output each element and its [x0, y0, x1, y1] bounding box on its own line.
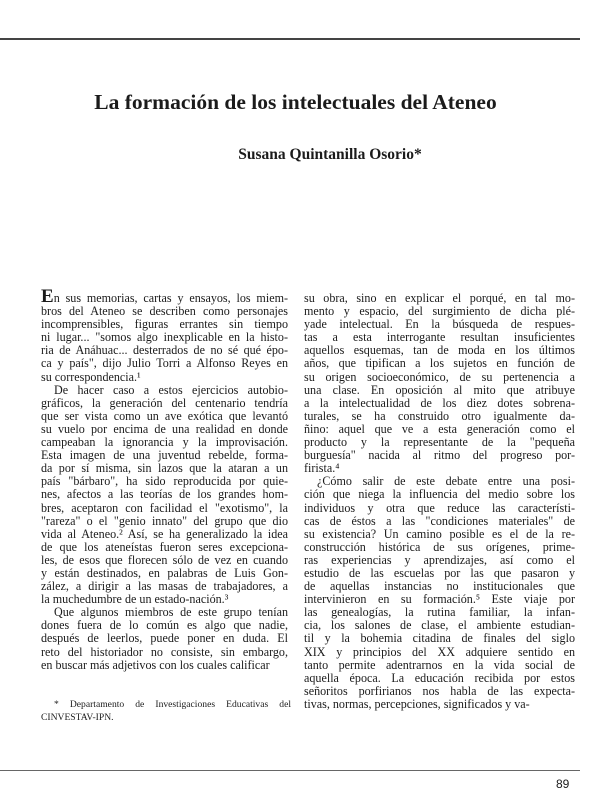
text-line: les, de esos que florecen sólo de vez en cuando [41, 552, 288, 567]
text-line: aquella época. La educación recibida por estos [304, 670, 575, 685]
top-rule [0, 38, 580, 40]
text-line: ca y país", dijo Julio Torri a Alfonso Reyes en [41, 356, 288, 371]
drop-cap: E [41, 286, 54, 307]
footnote [41, 699, 291, 724]
text-line: campeaban la ignorancia y la improvisación. [41, 435, 288, 450]
text-line: XIX y principios del XX adquiere sentido en [304, 644, 575, 659]
text-line: ras experiencias y aprendizajes, así como el [304, 552, 575, 567]
text-line: una clase. En oposición al mito que atribuye [304, 382, 575, 397]
text-line: después de leerlos, puede poner en duda. El [41, 631, 288, 646]
text-line: la muchedumbre de un estado-nación.³ [41, 592, 229, 607]
text-line: producto y la representante de la "pequeña [304, 435, 575, 450]
text-line: señoritos porfirianos nos habla de las expecta- [304, 683, 575, 698]
text-line: construcción histórica de sus orígenes, prime- [304, 539, 575, 554]
text-line: su vuelo por encima de una realidad en donde [41, 421, 288, 436]
text-line-content: n sus memorias, cartas y ensayos, los miem- [53, 291, 288, 305]
text-line: y están destinados, en palabras de Luis Gon- [41, 565, 288, 580]
text-line: burguesía" nacida al ritmo del progreso por- [304, 448, 575, 463]
article-author: Susana Quintanilla Osorio* [238, 146, 422, 163]
text-line: De hacer caso a estos ejercicios autobio- [54, 382, 288, 397]
text-line: til y la bohemia citadina de finales del siglo [304, 631, 575, 646]
text-line: su correspondencia.¹ [41, 369, 141, 384]
text-line: zález, a dirigir a las masas de trabajadores, a [41, 579, 288, 594]
footnote-line: CINVESTAV-IPN. [41, 711, 114, 723]
text-line: nes, afectos a las teorías de los grandes hom- [41, 487, 288, 502]
text-line: de que los ateneístas fueron seres excepciona- [41, 539, 288, 554]
text-line: tas a esta interrogante resultan insuficientes [304, 330, 575, 345]
text-line: de aquellas instancias no institucionales que [304, 579, 575, 594]
text-line: bres, aceptaron con facilidad el "exotismo", la [41, 500, 288, 515]
text-line: ción que niega la influencia del medio sobre los [304, 487, 575, 502]
text-line: las genealogías, la rutina familiar, la infan- [304, 605, 575, 620]
right-column [304, 292, 575, 711]
text-line: individuos y otra que reduce las característi- [304, 500, 575, 515]
text-line: gráficos, la generación del centenario tendría [41, 395, 288, 410]
text-line: vida al Ateneo.² Así, se ha generalizado la idea [41, 526, 288, 541]
text-line: dones fuera de lo común es algo que nadie, [41, 618, 288, 633]
bottom-rule [0, 770, 580, 771]
text-line: cas de éstos a las "condiciones materiales" de [304, 513, 575, 528]
text-line: turales, se ha construido otro igualmente da- [304, 408, 575, 423]
left-column [41, 286, 288, 672]
text-line: ria de Anáhuac... desterrados de no sé qué épo- [41, 343, 288, 358]
footnote-line: * Departamento de Investigaciones Educativas del [54, 699, 291, 710]
text-line: tivas, normas, percepciones, significados y va- [304, 696, 530, 711]
text-line: mento y espacio, del surgimiento de dicha plé- [304, 304, 575, 319]
text-line: su existencia? Un camino posible es el de la re- [304, 526, 575, 541]
text-line: cia, los salones de clase, el ambiente estudian- [304, 618, 575, 633]
text-line: ñino: aquel que ve a esta generación como el [304, 421, 575, 436]
text-line: aquellos esquemas, tan de moda en los últimos [304, 343, 575, 358]
text-line: su obra, sino en explicar el porqué, en tal mo- [304, 291, 575, 305]
text-line: país "bárbaro", ha sido reproducida por quie- [41, 474, 288, 489]
text-line: a la intelectualidad de los diez dotes sobrena- [304, 395, 575, 410]
text-line: intervinieron en su formación.⁵ Este viaje por [304, 592, 575, 607]
text-line: estudio de las escuelas por las que pasaron y [304, 565, 575, 580]
page-number: 89 [556, 777, 570, 791]
text-line: ni lugar... "somos algo inexplicable en la histo- [41, 330, 288, 345]
text-line: Que algunos miembros de este grupo tenían [54, 605, 288, 620]
text-line: Esta imagen de una juventud rebelde, forma- [41, 448, 288, 463]
text-line: años, que tipifican a los sujetos en función de [304, 356, 575, 371]
text-line: firista.⁴ [304, 461, 340, 476]
text-line: da por sí misma, sin lazos que la ataran a un [41, 461, 288, 476]
text-line: reto del historiador no consiste, sin embargo, [41, 644, 288, 659]
text-line: bros del Ateneo se describen como personajes [41, 304, 288, 319]
article-title: La formación de los intelectuales del Ateneo [94, 90, 497, 114]
text-line: que ser vista como un ave exótica que levantó [41, 408, 288, 423]
text-line: incomprensibles, figuras errantes sin tiempo [41, 317, 288, 332]
text-line: "rareza" o el "genio innato" del grupo que dio [41, 513, 288, 528]
text-line: ¿Cómo salir de este debate entre una posi- [317, 474, 575, 489]
text-line: tanto permite adentrarnos en la vida social de [304, 657, 575, 672]
text-line: en buscar más adjetivos con los cuales calificar [41, 657, 270, 672]
text-line: yade intelectual. En la búsqueda de respues- [304, 317, 575, 332]
text-line: su origen socioeconómico, de su pertenencia a [304, 369, 575, 384]
